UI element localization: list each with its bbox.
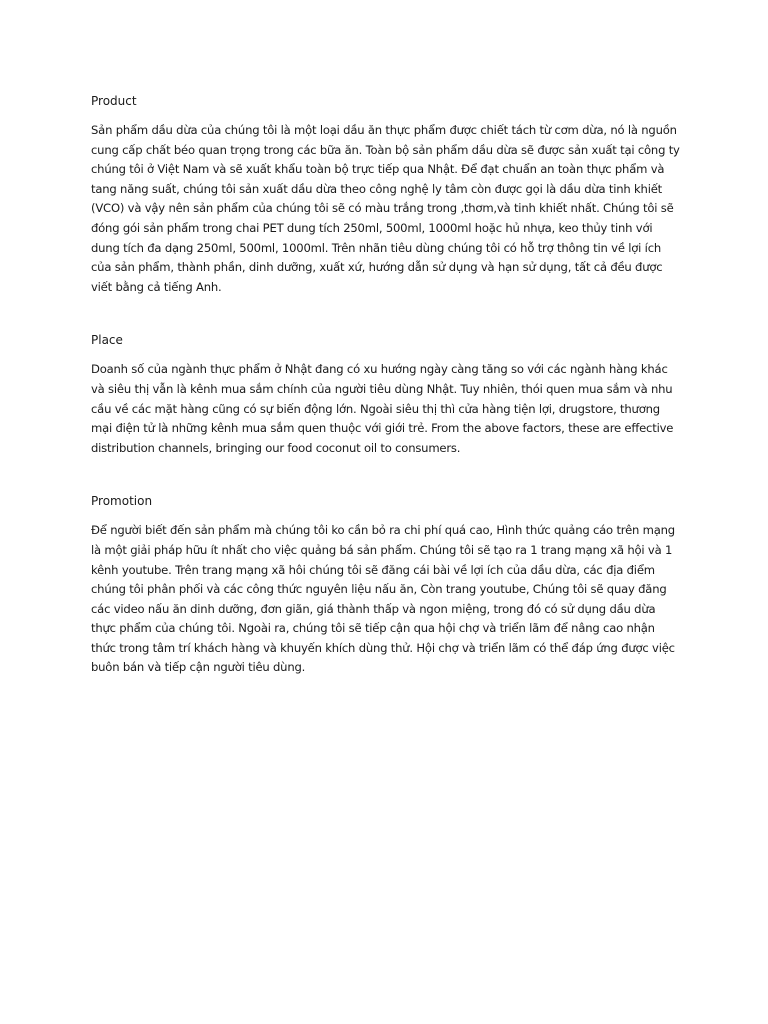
section-promotion xyxy=(91,493,681,678)
section-body-place: Doanh số của ngành thực phẩm ở Nhật đang có xu hướng ngày càng tăng so với các ngành hàng khác và siêu thị vẫn là kênh mua sắm chính của người tiêu dùng Nhật. Tuy nhiên, thói quen mua sắm và nhu cầu về các mặt hàng cũng có sự biến động lớn. Ngoài siêu thị thì cửa hàng tiện lợi, drugstore, thương mại điện tử là những kênh mua sắm quen thuộc với giới trẻ. From the above factors, these are effective distribution channels, bringing our food coconut oil to consumers. xyxy=(91,362,674,455)
section-body-product: Sản phẩm dầu dừa của chúng tôi là một loại dầu ăn thực phẩm được chiết tách từ cơm dừa, nó là nguồn cung cấp chất béo quan trọng trong các bữa ăn. Toàn bộ sản phẩm dầu dừa sẽ được sản xuất tại công ty chúng tôi ở Việt Nam và sẽ xuất khẩu toàn bộ trực tiếp qua Nhật. Để đạt chuẩn an toàn thực phẩm và tang năng suất, chúng tôi sản xuất dầu dừa theo công nghệ ly tâm còn được gọi là dầu dừa tinh khiết (VCO) và vậy nên sản phẩm của chúng tôi sẽ có màu trắng trong ,thơm,và tinh khiết nhất. Chúng tôi sẽ đóng gói sản phẩm trong chai PET dung tích 250ml, 500ml, 1000ml hoặc hủ nhựa, keo thủy tinh với dung tích đa dạng 250ml, 500ml, 1000ml. Trên nhãn tiêu dùng chúng tôi có hỗ trợ thông tin về lợi ích của sản phẩm, thành phần, dinh dưỡng, xuất xứ, hướng dẫn sử dụng và hạn sử dụng, tất cả đều được viết bằng cả tiếng Anh. xyxy=(91,123,680,294)
document-page xyxy=(91,93,681,678)
section-heading-place: Place xyxy=(91,333,123,348)
section-heading-product: Product xyxy=(91,94,137,108)
section-place xyxy=(91,332,681,458)
section-product xyxy=(91,93,681,297)
section-heading-promotion: Promotion xyxy=(91,494,153,509)
section-body-promotion: Để người biết đến sản phẩm mà chúng tôi ko cần bỏ ra chi phí quá cao, Hình thức quảng cáo trên mạng là một giải pháp hữu ít nhất cho việc quảng bá sản phẩm. Chúng tôi sẽ tạo ra 1 trang mạng xã hội và 1 kênh youtube. Trên trang mạng xã hôi chúng tôi sẽ đăng cái bài về lợi ích của dầu dừa, các địa điểm chúng tôi phân phối và các công thức nguyên liệu nấu ăn, Còn trang youtube, Chúng tôi sẽ quay đăng các video nấu ăn dinh dưỡng, đơn giãn, giá thành thấp và ngon miệng, trong đó có sử dụng dầu dừa thực phẩm của chúng tôi. Ngoài ra, chúng tôi sẽ tiếp cận qua hội chợ và triển lãm để nâng cao nhận thức trong tâm trí khách hàng và khuyến khích dùng thử. Hội chợ và triển lãm có thể đáp ứng được việc buôn bán và tiếp cận người tiêu dùng. xyxy=(91,523,675,675)
